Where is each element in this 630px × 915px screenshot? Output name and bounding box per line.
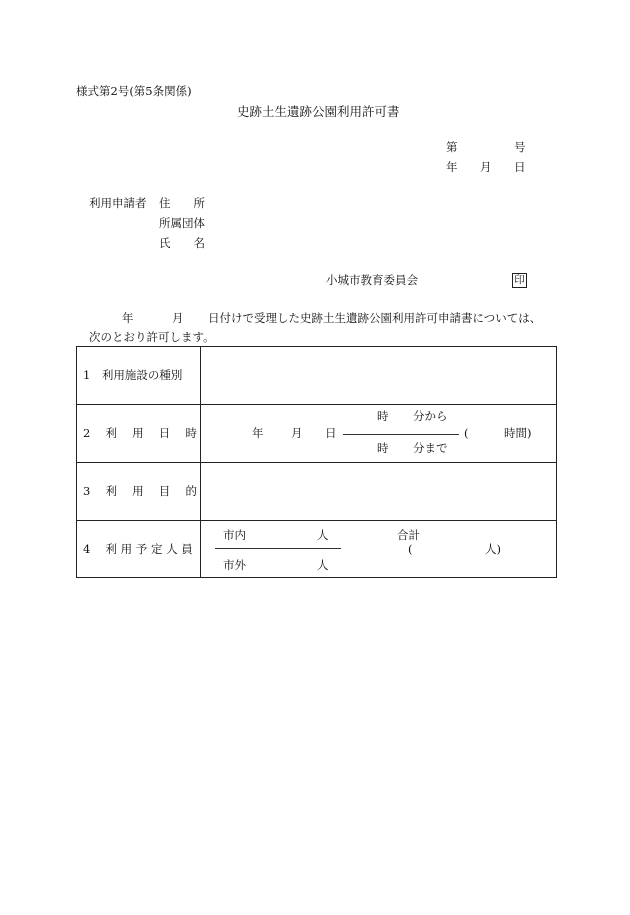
permit-table xyxy=(76,346,557,578)
usage-hours-paren-open: ( xyxy=(464,426,469,440)
usage-month-label: 月 xyxy=(291,426,303,440)
document-title: 史跡土生遺跡公園利用許可書 xyxy=(237,104,400,119)
document-number-suffix: 号 xyxy=(514,140,526,154)
body-month-label: 月 xyxy=(172,311,184,325)
body-text-line2: 次のとおり許可します。 xyxy=(89,330,215,344)
row-purpose-label: 3 利 用 目 的 xyxy=(83,484,197,498)
table-row-divider xyxy=(77,404,556,405)
document-number-prefix: 第 xyxy=(446,140,458,154)
usage-start-hour-label: 時 xyxy=(377,409,389,423)
date-month-label: 月 xyxy=(480,160,492,174)
applicant-address-label: 住 所 xyxy=(159,196,205,210)
body-text-line1: 日付けで受理した史跡土生遺跡公園利用許可申請書については、 xyxy=(208,311,542,325)
row-facility-type-label: 1 利用施設の種別 xyxy=(83,368,183,382)
issuer-name: 小城市教育委員会 xyxy=(326,273,418,287)
usage-time-divider xyxy=(343,434,459,435)
row-planned-people-label: 4 利 用 予 定 人 員 xyxy=(83,542,193,556)
body-year-label: 年 xyxy=(122,311,134,325)
row-usage-datetime-label: 2 利 用 日 時 xyxy=(83,426,197,440)
people-total-paren-open: ( xyxy=(408,542,413,556)
applicant-heading: 利用申請者 xyxy=(89,196,147,210)
people-city-outside-unit: 人 xyxy=(317,558,329,572)
table-row-divider xyxy=(77,520,556,521)
table-row-divider xyxy=(77,462,556,463)
date-day-label: 日 xyxy=(514,160,526,174)
usage-year-label: 年 xyxy=(252,426,264,440)
people-city-inside-unit: 人 xyxy=(317,528,329,542)
usage-end-hour-label: 時 xyxy=(377,441,389,455)
people-city-outside-label: 市外 xyxy=(223,558,246,572)
people-divider xyxy=(215,548,341,549)
applicant-organization-label: 所属団体 xyxy=(159,216,205,230)
usage-hours-label: 時間) xyxy=(504,426,532,440)
date-year-label: 年 xyxy=(446,160,458,174)
people-total-unit: 人) xyxy=(485,542,501,556)
people-city-inside-label: 市内 xyxy=(223,528,246,542)
usage-start-minute-label: 分から xyxy=(413,409,448,423)
usage-day-label: 日 xyxy=(325,426,337,440)
seal-mark: 印 xyxy=(512,273,527,288)
applicant-name-label: 氏 名 xyxy=(159,236,205,250)
usage-end-minute-label: 分まで xyxy=(413,441,448,455)
people-total-label: 合計 xyxy=(397,528,420,542)
form-code: 様式第2号(第5条関係) xyxy=(76,84,192,98)
